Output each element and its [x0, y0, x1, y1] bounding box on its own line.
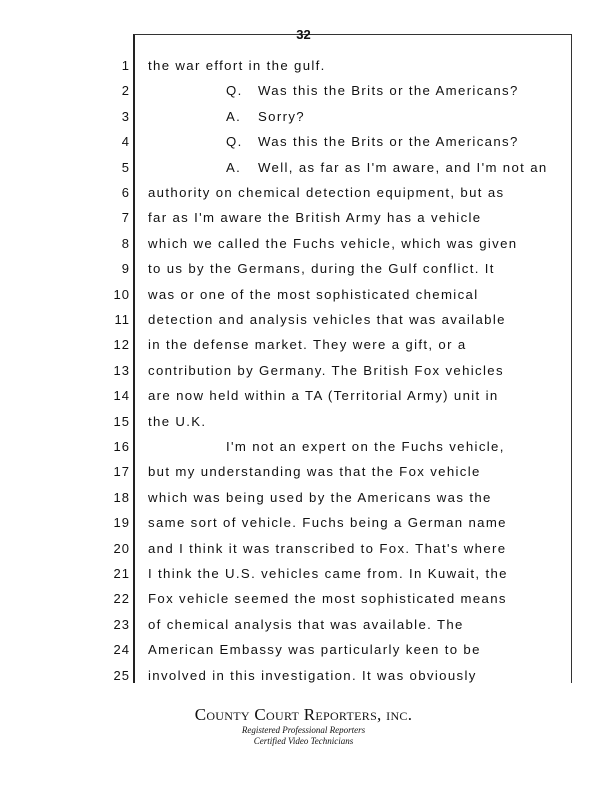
- speaker-label: Q.: [226, 134, 243, 150]
- line-number: 4: [121, 134, 130, 150]
- transcript-line: and I think it was transcribed to Fox. That's where: [148, 540, 507, 556]
- transcript-line: Was this the Brits or the Americans?: [258, 134, 519, 150]
- transcript-line: authority on chemical detection equipment, but as: [148, 185, 505, 200]
- line-number: 5: [121, 159, 130, 175]
- line-number: 11: [114, 312, 130, 327]
- line-number: 8: [121, 235, 130, 251]
- speaker-label: A.: [226, 108, 242, 124]
- speaker-label: Q.: [226, 83, 243, 99]
- transcript-line: involved in this investigation. It was obviously: [148, 667, 477, 683]
- firm-tagline-1: Registered Professional Reporters: [241, 725, 366, 735]
- line-number: 16: [113, 439, 130, 454]
- transcript-line: I'm not an expert on the Fuchs vehicle,: [226, 439, 505, 454]
- transcript-line: American Embassy was particularly keen to be: [148, 642, 481, 658]
- line-number: 2: [121, 83, 130, 99]
- firm-tagline-2: Certified Video Technicians: [253, 736, 354, 746]
- line-number: 9: [121, 261, 130, 277]
- page-number: 32: [296, 27, 311, 42]
- transcript-line: of chemical analysis that was available. The: [148, 616, 464, 632]
- line-number: 13: [113, 362, 130, 378]
- line-number: 14: [113, 388, 130, 404]
- line-number: 25: [113, 667, 130, 683]
- transcript-line: Was this the Brits or the Americans?: [258, 83, 519, 99]
- transcript-line: far as I'm aware the British Army has a vehicle: [148, 210, 482, 226]
- line-number: 18: [113, 489, 130, 505]
- transcript-line: are now held within a TA (Territorial Army) unit in: [148, 388, 499, 404]
- line-number: 22: [113, 591, 130, 607]
- line-number: 24: [113, 642, 130, 658]
- transcript-line: Sorry?: [258, 108, 305, 124]
- firm-name: County Court Reporters, inc.: [194, 705, 413, 724]
- transcript-line: was or one of the most sophisticated chemical: [148, 286, 479, 302]
- line-number: 10: [113, 286, 130, 302]
- transcript-line: which we called the Fuchs vehicle, which was given: [148, 235, 518, 251]
- transcript-line: same sort of vehicle. Fuchs being a German name: [148, 515, 507, 531]
- line-number: 19: [113, 515, 130, 531]
- transcript-frame: [133, 34, 572, 683]
- transcript-line: detection and analysis vehicles that was available: [148, 312, 506, 327]
- line-number: 15: [113, 413, 130, 429]
- line-number: 7: [121, 210, 130, 226]
- line-number: 1: [121, 58, 130, 73]
- transcript-line: I think the U.S. vehicles came from. In Kuwait, the: [148, 566, 508, 581]
- transcript-line: to us by the Germans, during the Gulf conflict. It: [148, 261, 495, 277]
- line-number: 17: [113, 464, 130, 480]
- footer: [0, 705, 607, 747]
- line-number: 6: [121, 185, 130, 200]
- transcript-line: contribution by Germany. The British Fox vehicles: [148, 362, 504, 378]
- transcript-line: which was being used by the Americans was the: [148, 489, 492, 505]
- transcript-line: Fox vehicle seemed the most sophisticated means: [148, 591, 507, 607]
- line-number: 23: [113, 616, 130, 632]
- line-number: 3: [121, 108, 130, 124]
- transcript-line: the war effort in the gulf.: [148, 58, 326, 73]
- transcript-line: Well, as far as I'm aware, and I'm not an: [258, 159, 548, 175]
- transcript-line: the U.K.: [148, 413, 207, 429]
- speaker-label: A.: [226, 159, 242, 175]
- transcript-line: in the defense market. They were a gift, or a: [148, 337, 467, 353]
- line-number: 20: [113, 540, 130, 556]
- transcript-line: but my understanding was that the Fox vehicle: [148, 464, 481, 480]
- line-number: 21: [113, 566, 130, 581]
- line-number: 12: [113, 337, 130, 353]
